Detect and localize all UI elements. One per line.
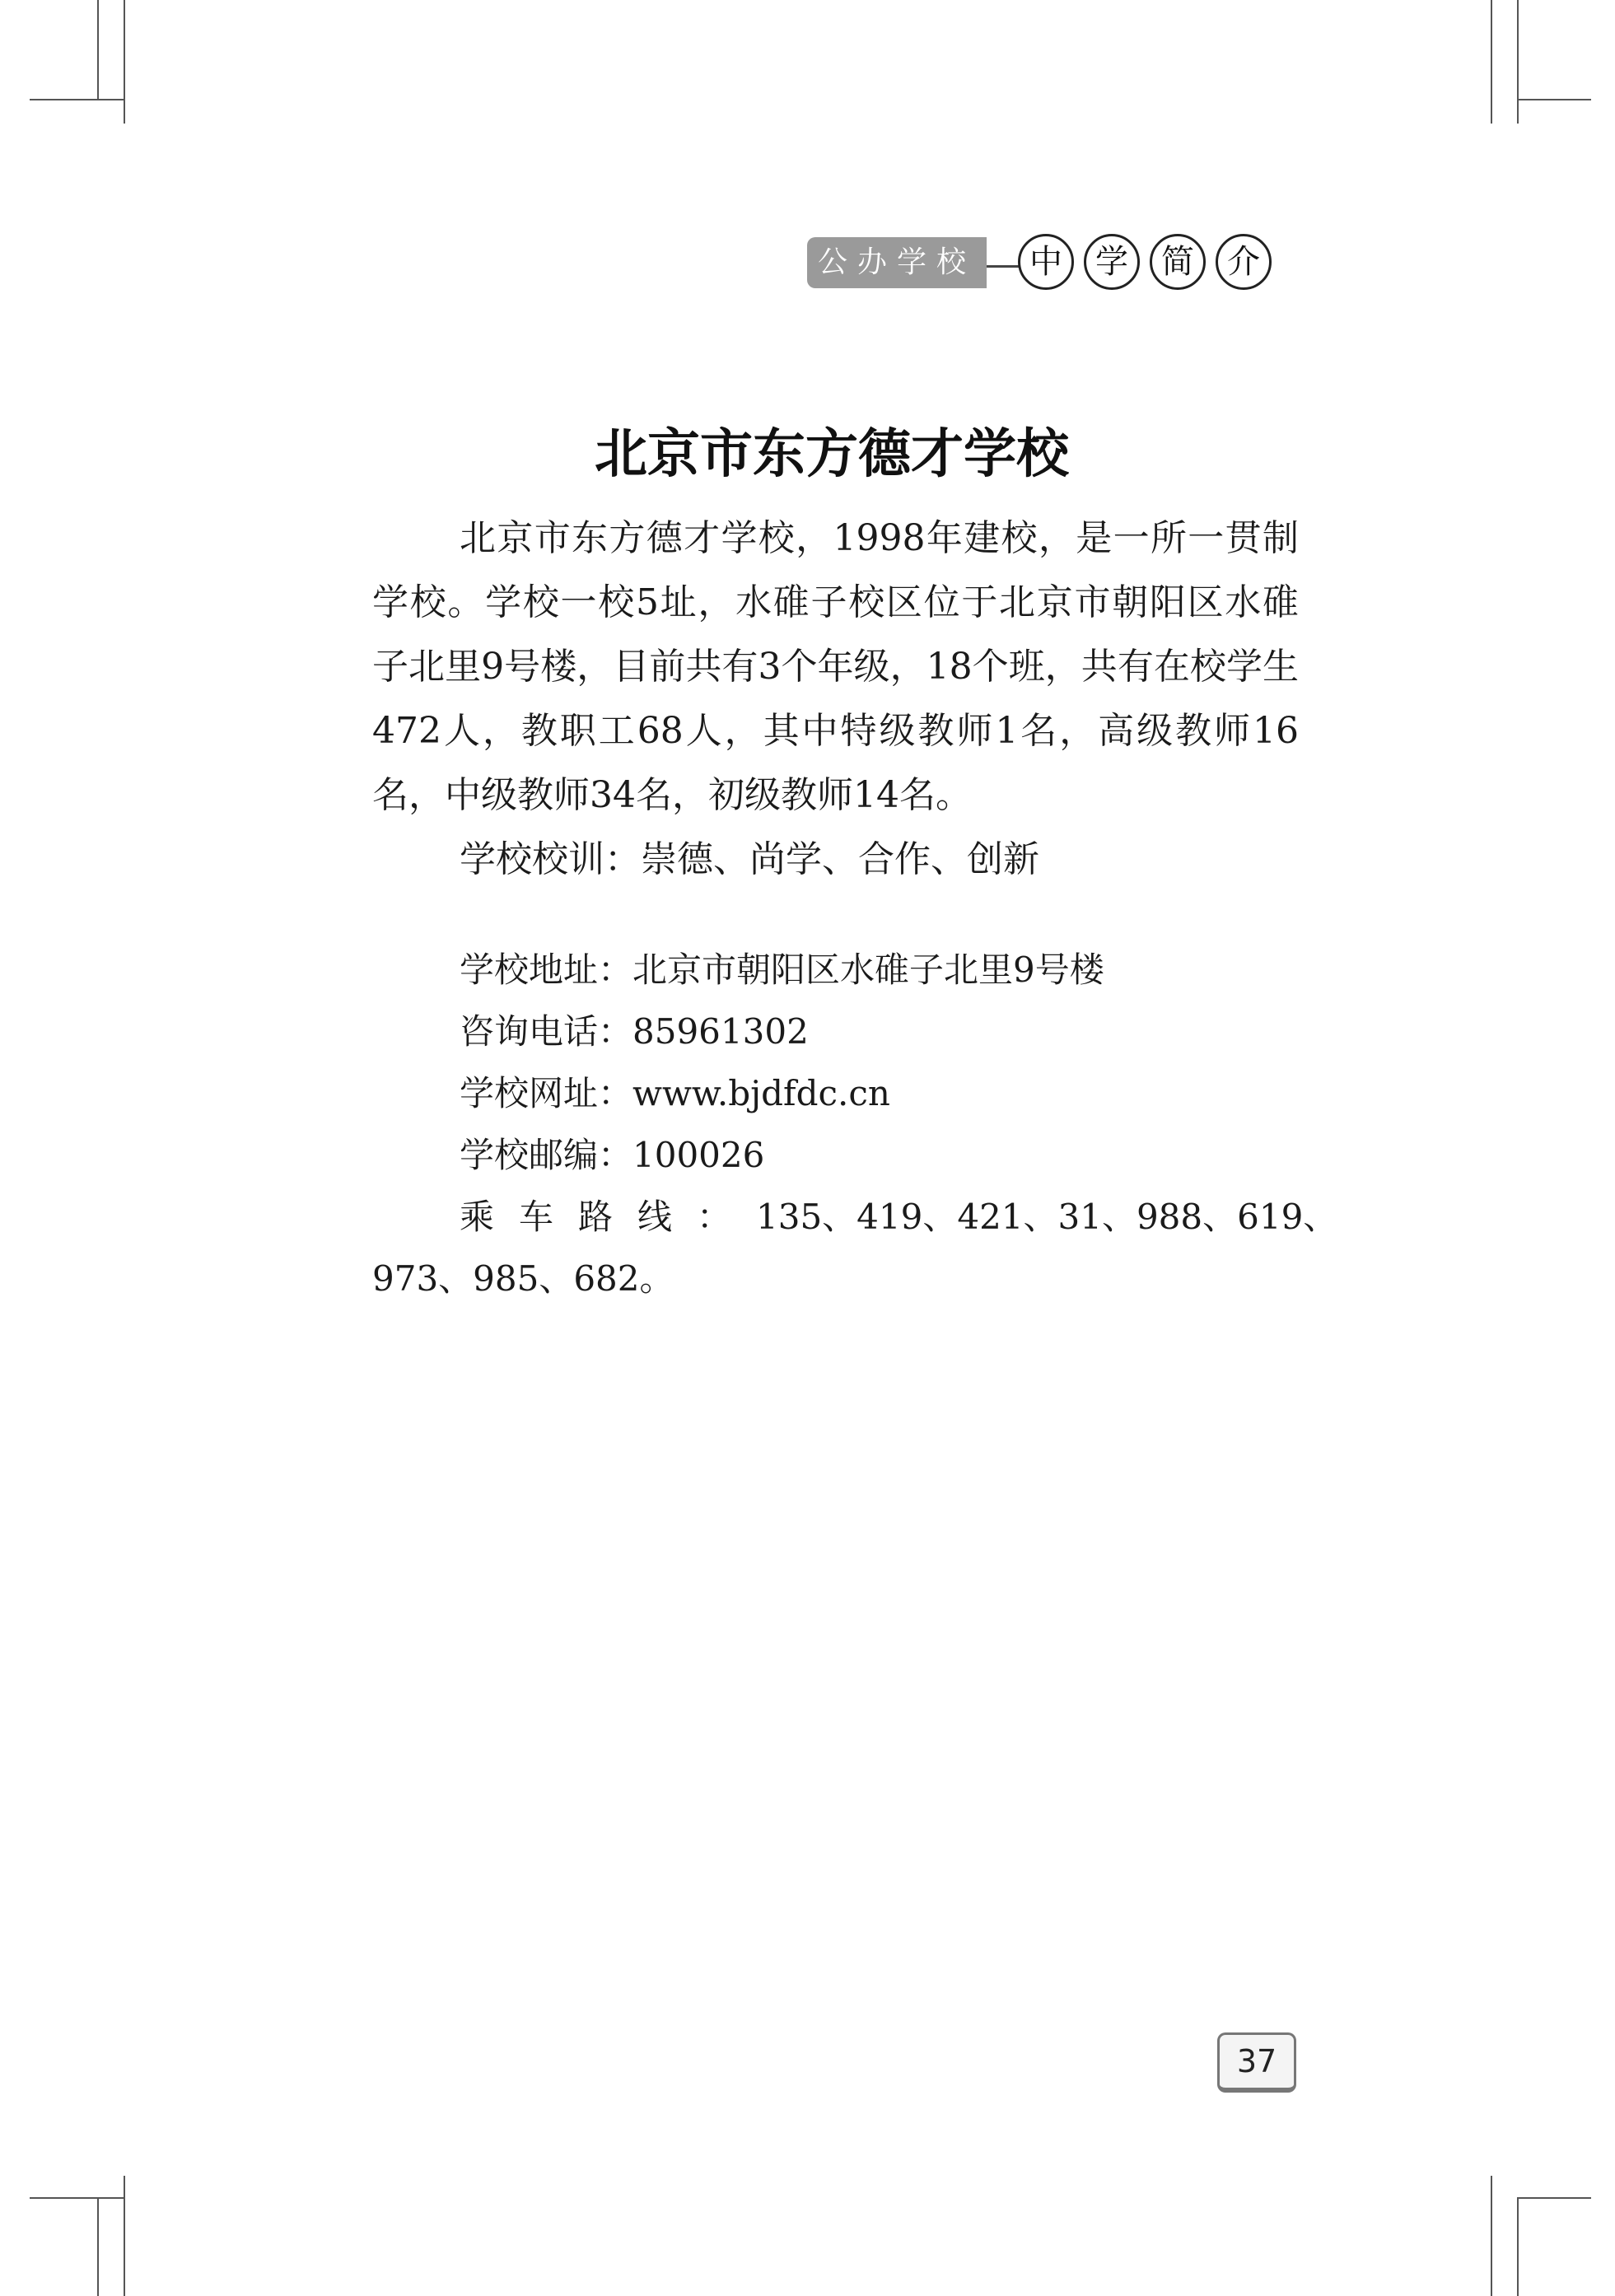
running-header	[807, 234, 1301, 292]
section-char: 介	[1216, 234, 1272, 290]
category-tag: 公办学校	[807, 237, 987, 288]
crop-mark	[1517, 2197, 1519, 2296]
website-line	[372, 1062, 1299, 1124]
route-line-continued: 973、985、682。	[372, 1258, 674, 1299]
website-value: www.bjdfdc.cn	[632, 1073, 890, 1113]
content	[372, 506, 1299, 892]
phone-value: 85961302	[632, 1011, 809, 1052]
address-line	[372, 939, 1299, 1001]
crop-mark	[97, 0, 99, 99]
section-title	[1018, 234, 1272, 290]
section-char: 简	[1150, 234, 1206, 290]
school-info	[372, 939, 1338, 1309]
website-label: 学校网址：	[460, 1073, 633, 1113]
route-line	[372, 1186, 1338, 1248]
crop-mark	[1491, 0, 1492, 124]
route-value: 135、419、421、31、988、619、	[756, 1197, 1338, 1237]
phone-label: 咨询电话：	[460, 1011, 633, 1052]
section-char: 中	[1018, 234, 1074, 290]
page-number: 37	[1217, 2032, 1296, 2093]
crop-mark	[124, 0, 125, 124]
crop-mark	[30, 2197, 124, 2199]
page-title: 北京市东方德才学校	[595, 424, 1069, 485]
intro-paragraph: 北京市东方德才学校，1998年建校，是一所一贯制学校。学校一校5址，水碓子校区位于北京市朝阳区水碓子北里9号楼，目前共有3个年级，18个班，共有在校学生472人，教职工68人，其中特级教师1名，高级教师16名，中级教师34名，初级教师14名。	[372, 517, 1299, 816]
postcode-line	[372, 1124, 1299, 1186]
school-motto: 学校校训：崇德、尚学、合作、创新	[460, 838, 1039, 880]
crop-mark	[30, 99, 124, 100]
route-label: 乘车路线：	[460, 1197, 757, 1237]
section-char: 学	[1084, 234, 1140, 290]
crop-mark	[1491, 2176, 1492, 2296]
crop-mark	[1517, 0, 1519, 124]
address-label: 学校地址：	[460, 950, 633, 990]
address-value: 北京市朝阳区水碓子北里9号楼	[632, 950, 1104, 990]
crop-mark	[124, 2176, 125, 2296]
postcode-value: 100026	[632, 1135, 765, 1175]
crop-mark	[1517, 2197, 1591, 2199]
crop-mark	[97, 2197, 99, 2296]
header-rule	[987, 265, 1020, 268]
crop-mark	[1517, 99, 1591, 100]
phone-line	[372, 1001, 1299, 1062]
postcode-label: 学校邮编：	[460, 1135, 633, 1175]
